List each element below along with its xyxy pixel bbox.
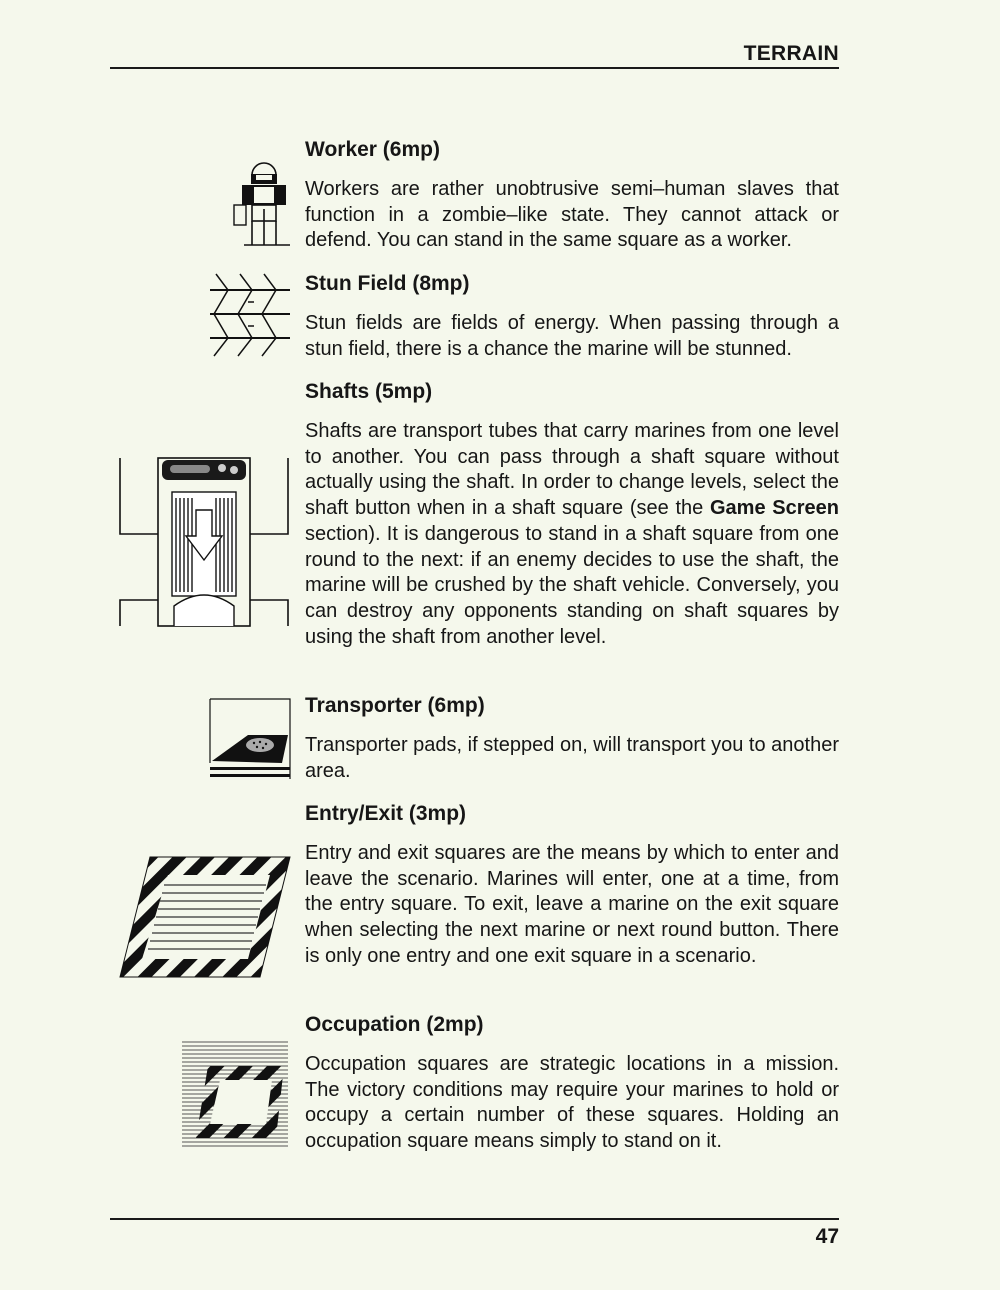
section-entry-exit (305, 801, 839, 970)
section-title: Transporter (6mp) (305, 694, 485, 717)
section-text-part: Shafts are transport tubes that carry marines from one level to another. You can pass through a shaft square without actually using the shaft. In order to change levels, select the shaft button when in a shaft square (see the (305, 420, 839, 520)
section-text (305, 419, 839, 650)
entry-exit-icon (118, 855, 292, 979)
section-title: Shafts (5mp) (305, 380, 433, 403)
section-text-part: section). It is dangerous to stand in a shaft square from one round to the next: if an enemy decides to use the shaft, the marine will be crushed by the shaft vehicle. Conversely, you can destroy any opponents standing on shaft squares by using the shaft from another level. (305, 522, 839, 648)
game-screen-reference: Game Screen (710, 497, 839, 520)
section-title: Entry/Exit (3mp) (305, 802, 467, 825)
section-title: Occupation (2mp) (305, 1013, 484, 1036)
section-worker (305, 137, 839, 254)
stun-field-icon (208, 272, 292, 358)
section-text: Stun fields are fields of energy. When passing through a stun field, there is a chance the marine will be stunned. (305, 312, 839, 360)
section-text: Entry and exit squares are the means by which to enter and leave the scenario. Marines will enter, one at a time, from the entry square. To exit, leave a marine on the exit square when selecting the next marine or next round button. There is only one entry and one exit square in a scenario. (305, 842, 839, 967)
page-number: 47 (815, 1225, 839, 1248)
section-transporter (305, 693, 839, 784)
shaft-icon (118, 456, 290, 628)
occupation-icon (180, 1040, 290, 1150)
section-title: Worker (6mp) (305, 138, 440, 161)
page-header-title: TERRAIN (743, 42, 839, 65)
section-stun-field (305, 271, 839, 362)
worker-icon (230, 145, 294, 249)
header-rule (110, 67, 839, 69)
section-text: Occupation squares are strategic locations in a mission. The victory conditions may require your marines to hold or occupy a certain number of these squares. Holding an occupation square means simply to stand on it. (305, 1053, 839, 1153)
section-occupation (305, 1012, 839, 1155)
transporter-icon (208, 697, 292, 781)
section-text: Transporter pads, if stepped on, will transport you to another area. (305, 734, 839, 782)
section-title: Stun Field (8mp) (305, 272, 470, 295)
footer-rule (110, 1218, 839, 1220)
section-shafts (305, 379, 839, 650)
section-text: Workers are rather unobtrusive semi–human slaves that function in a zombie–like state. They cannot attack or defend. You can stand in the same square as a worker. (305, 178, 839, 252)
